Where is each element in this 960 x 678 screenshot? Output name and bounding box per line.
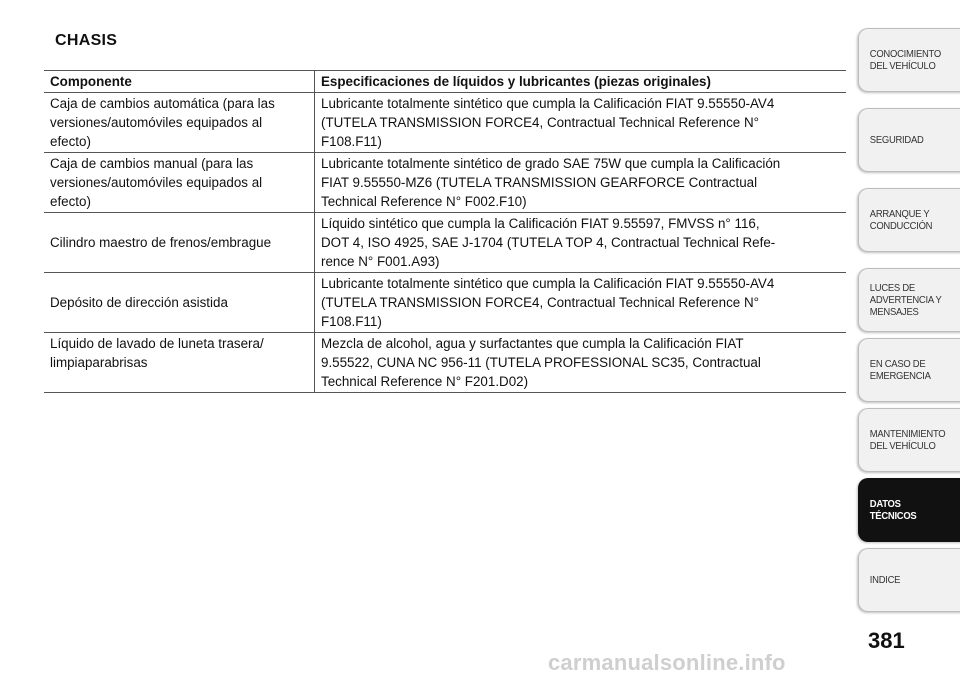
tab-chapter-7[interactable] — [858, 478, 960, 542]
tab-label-line: INDICE — [869, 574, 901, 586]
tab-chapter-5[interactable] — [858, 338, 960, 402]
component-cell — [44, 213, 315, 273]
spec-line: (TUTELA TRANSMISSION FORCE4, Contractual Technical Reference N° — [321, 295, 759, 310]
component-line: Líquido de lavado de luneta trasera/ — [50, 336, 264, 351]
spec-line: Technical Reference N° F002.F10) — [321, 194, 527, 209]
header-specification: Especificaciones de líquidos y lubricantes (piezas originales) — [315, 71, 847, 93]
tab-label — [859, 358, 942, 382]
spec-cell — [315, 153, 847, 213]
header-component: Componente — [44, 71, 315, 93]
table-header-row — [44, 71, 846, 93]
spec-line: (TUTELA TRANSMISSION FORCE4, Contractual Technical Reference N° — [321, 115, 759, 130]
tab-label — [859, 428, 946, 452]
component-line: Caja de cambios automática (para las — [50, 96, 275, 111]
component-line: limpiaparabrisas — [50, 355, 148, 370]
spec-line: FIAT 9.55550-MZ6 (TUTELA TRANSMISSION GEARFORCE Contractual — [321, 175, 758, 190]
tab-chapter-3[interactable] — [858, 188, 960, 252]
spec-line: Mezcla de alcohol, agua y surfactantes que cumpla la Calificación FIAT — [321, 336, 744, 351]
tab-label-line: EMERGENCIA — [869, 370, 931, 382]
spec-line: Technical Reference N° F201.D02) — [321, 374, 529, 389]
tab-chapter-8[interactable] — [858, 548, 960, 612]
table-row — [44, 333, 846, 393]
tab-label-line: DEL VEHÍCULO — [869, 440, 936, 452]
component-line: Depósito de dirección asistida — [50, 295, 228, 310]
tab-label-line: DATOS — [869, 498, 901, 510]
spec-line: Líquido sintético que cumpla la Calificación FIAT 9.55597, FMVSS n° 116, — [321, 216, 760, 231]
tab-label — [859, 282, 942, 318]
component-line: versiones/automóviles equipados al — [50, 115, 263, 130]
tab-label — [859, 498, 942, 522]
tab-label-line: MANTENIMIENTO — [869, 428, 946, 440]
page-number: 381 — [868, 628, 905, 653]
tab-label-line: SEGURIDAD — [869, 134, 924, 146]
tab-label-line: CONOCIMIENTO — [869, 48, 941, 60]
component-cell — [44, 153, 315, 213]
component-line: Caja de cambios manual (para las — [50, 156, 254, 171]
tab-label — [859, 208, 942, 232]
tab-label-line: LUCES DE — [869, 282, 915, 294]
tab-label — [859, 134, 942, 146]
tab-label-line: MENSAJES — [869, 306, 919, 318]
spec-cell — [315, 273, 847, 333]
tab-chapter-4[interactable] — [858, 268, 960, 332]
spec-line: DOT 4, ISO 4925, SAE J-1704 (TUTELA TOP 4, Contractual Technical Refe- — [321, 235, 776, 250]
spec-line: Lubricante totalmente sintético que cumpla la Calificación FIAT 9.55550-AV4 — [321, 276, 775, 291]
table-row — [44, 273, 846, 333]
table-row — [44, 213, 846, 273]
component-line: Cilindro maestro de frenos/embrague — [50, 235, 272, 250]
table-row — [44, 93, 846, 153]
tab-label-line: ADVERTENCIA Y — [869, 294, 942, 306]
spec-cell — [315, 213, 847, 273]
watermark: carmanualsonline.info — [548, 650, 786, 675]
spec-line: Lubricante totalmente sintético de grado SAE 75W que cumpla la Calificación — [321, 156, 781, 171]
tab-label-line: CONDUCCIÓN — [869, 220, 933, 232]
tab-label — [859, 574, 942, 586]
spec-line: Lubricante totalmente sintético que cumpla la Calificación FIAT 9.55550-AV4 — [321, 96, 775, 111]
component-line: efecto) — [50, 194, 91, 209]
component-cell — [44, 273, 315, 333]
tab-chapter-6[interactable] — [858, 408, 960, 472]
tab-label-line: EN CASO DE — [869, 358, 926, 370]
component-line: efecto) — [50, 134, 91, 149]
section-title: CHASIS — [55, 32, 118, 49]
spec-line: rence N° F001.A93) — [321, 254, 440, 269]
component-cell — [44, 93, 315, 153]
spec-cell — [315, 93, 847, 153]
tab-label-line: DEL VEHÍCULO — [869, 60, 936, 72]
spec-line: 9.55522, CUNA NC 956-11 (TUTELA PROFESSIONAL SC35, Contractual — [321, 355, 761, 370]
lubricants-table — [44, 70, 846, 393]
tab-chapter-1[interactable] — [858, 28, 960, 92]
tab-label — [859, 48, 942, 72]
tab-chapter-2[interactable] — [858, 108, 960, 172]
tab-label-line: TÉCNICOS — [869, 510, 917, 522]
tab-label-line: ARRANQUE Y — [869, 208, 930, 220]
component-line: versiones/automóviles equipados al — [50, 175, 263, 190]
table-row — [44, 153, 846, 213]
component-cell — [44, 333, 315, 393]
spec-cell — [315, 333, 847, 393]
spec-line: F108.F11) — [321, 134, 382, 149]
spec-line: F108.F11) — [321, 314, 382, 329]
